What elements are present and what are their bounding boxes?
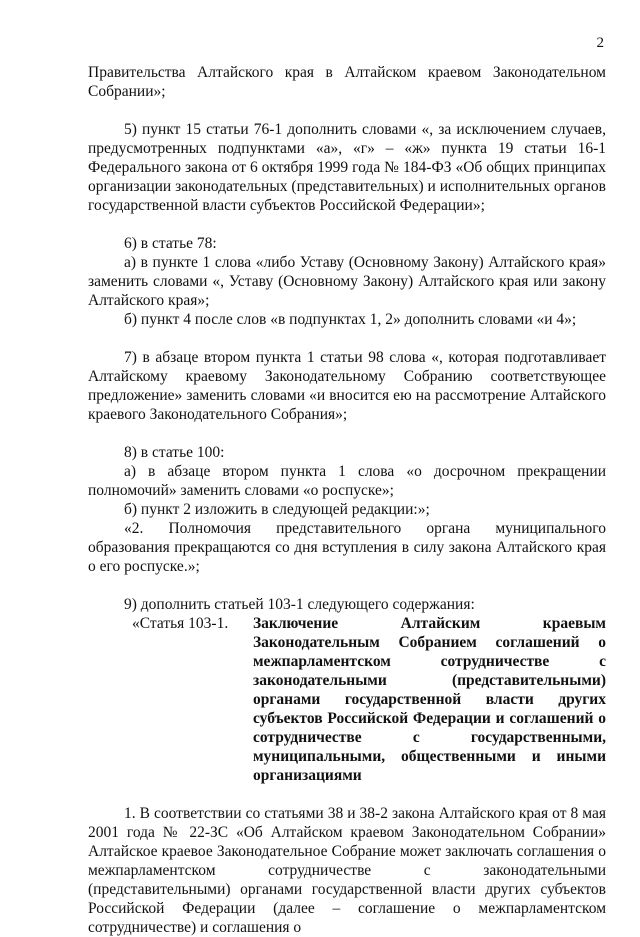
article-title: Заключение Алтайским краевым Законодательным Собранием соглашений о межпарламентском сотрудничестве с законодательными (представительными) органами государственной власти других субъектов Российской Федерации и соглашений о сотрудничестве с государственными, муниципальными, общественными и иными организациями: [253, 615, 606, 784]
paragraph: 1. В соответствии со статьями 38 и 38-2 закона Алтайского края от 8 мая 2001 года № 22-ЗС «Об Алтайском краевом Законодательном Собрании» Алтайское краевое Законодательное Собрание может заключать соглашения о межпарламентском сотрудничестве с законодательными (представительными) органами государственной власти других субъектов Российской Федерации (далее – соглашение о межпарламентском сотрудничестве) и соглашения о: [88, 805, 606, 936]
spacer: [88, 424, 606, 443]
article-heading: [132, 614, 606, 785]
document-body: [88, 63, 606, 937]
page-number: 2: [596, 35, 604, 51]
spacer: [88, 785, 606, 804]
paragraph: 9) дополнить статьей 103-1 следующего содержания:: [124, 596, 475, 613]
article-label: «Статья 103-1.: [132, 615, 229, 632]
paragraph: а) в пункте 1 слова «либо Уставу (Основному Закону) Алтайского края» заменить словами «, Уставу (Основному Закону) Алтайского края или закону Алтайского края»;: [88, 254, 606, 309]
paragraph: б) пункт 2 изложить в следующей редакции:»;: [124, 501, 430, 518]
paragraph: б) пункт 4 после слов «в подпунктах 1, 2» дополнить словами «и 4»;: [124, 311, 577, 328]
spacer: [88, 215, 606, 234]
spacer: [88, 101, 606, 120]
spacer: [88, 576, 606, 595]
paragraph: 8) в статье 100:: [124, 444, 225, 461]
paragraph: а) в абзаце втором пункта 1 слова «о досрочном прекращении полномочий» заменить словами «о роспуске»;: [88, 463, 606, 499]
paragraph: 7) в абзаце втором пункта 1 статьи 98 слова «, которая подготавливает Алтайскому краевому Законодательному Собранию соответствующее предложение» заменить словами «и вносится ею на рассмотрение Алтайского краевого Законодательного Собрания»;: [88, 349, 606, 423]
paragraph: Правительства Алтайского края в Алтайском краевом Законодательном Собрании»;: [88, 64, 606, 100]
spacer: [88, 329, 606, 348]
paragraph: 5) пункт 15 статьи 76-1 дополнить словами «, за исключением случаев, предусмотренных подпунктами «а», «г» – «ж» пункта 19 статьи 16-1 Федерального закона от 6 октября 1999 года № 184-ФЗ «Об общих принципах организации законодательных (представительных) и исполнительных органов государственной власти субъектов Российской Федерации»;: [88, 121, 606, 214]
paragraph: «2. Полномочия представительного органа муниципального образования прекращаются со дня вступления в силу закона Алтайского края о его роспуске.»;: [88, 520, 606, 575]
paragraph: 6) в статье 78:: [124, 235, 217, 252]
